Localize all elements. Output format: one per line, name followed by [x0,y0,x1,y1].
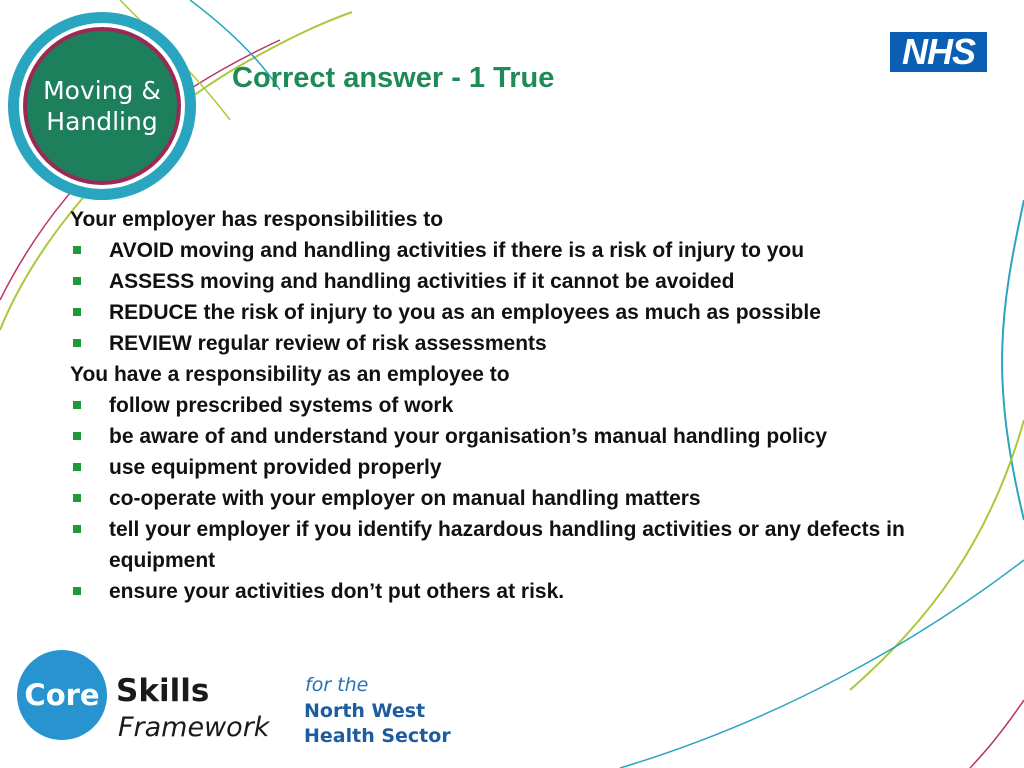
employer-list [70,235,980,359]
bullet-square-icon [73,277,81,285]
logo-line-2: Handling [46,107,158,136]
moving-handling-logo [8,12,196,200]
employee-intro: You have a responsibility as an employee to [70,363,510,386]
region-line-2: Health Sector [304,725,451,747]
logo-line-1: Moving & [43,76,161,105]
slide-title: Correct answer - 1 True [232,62,555,94]
bullet-square-icon [73,401,81,409]
list-item: ensure your activities don’t put others at risk. [70,576,980,607]
bullet-square-icon [73,587,81,595]
list-item: use equipment provided properly [70,452,980,483]
list-item: REVIEW regular review of risk assessments [70,328,980,359]
employer-intro: Your employer has responsibilities to [70,208,444,231]
list-item: follow prescribed systems of work [70,390,980,421]
for-the-text: for the [305,674,369,696]
bullet-square-icon [73,339,81,347]
list-item: tell your employer if you identify hazardous handling activities or any defects in equipment [70,514,980,576]
bullet-square-icon [73,246,81,254]
bullet-square-icon [73,494,81,502]
bullet-square-icon [73,463,81,471]
bullet-square-icon [73,525,81,533]
core-framework-text: Framework [118,712,270,743]
core-skills-text: Skills [116,673,210,709]
employee-list [70,390,980,607]
list-item: AVOID moving and handling activities if there is a risk of injury to you [70,235,980,266]
region-line-1: North West [304,700,426,722]
nhs-logo: NHS [890,32,987,72]
slide-body [70,204,980,607]
core-logo-circle: Core [17,650,107,740]
bullet-square-icon [73,308,81,316]
list-item: ASSESS moving and handling activities if it cannot be avoided [70,266,980,297]
bullet-square-icon [73,432,81,440]
list-item: co-operate with your employer on manual handling matters [70,483,980,514]
list-item: be aware of and understand your organisation’s manual handling policy [70,421,980,452]
list-item: REDUCE the risk of injury to you as an employees as much as possible [70,297,980,328]
